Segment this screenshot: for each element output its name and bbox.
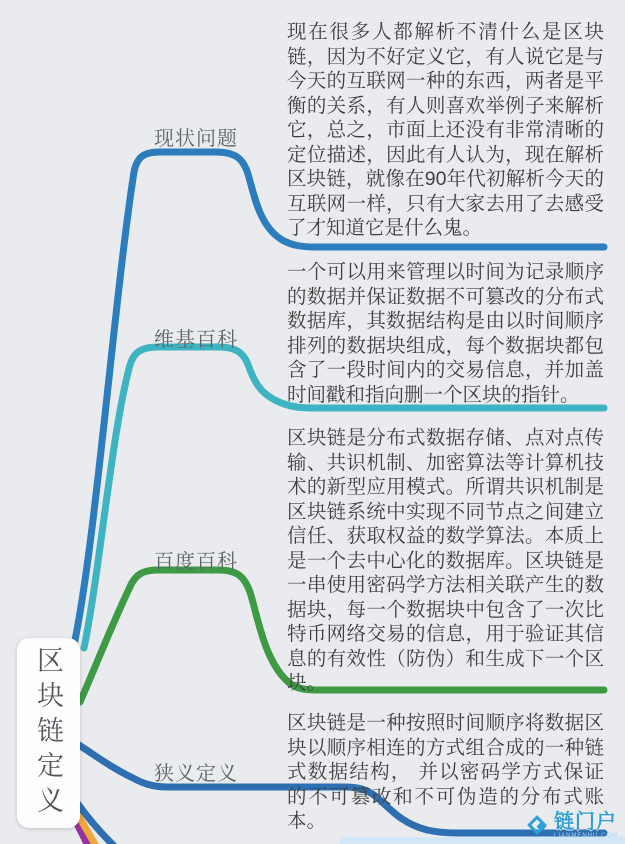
topic-text-status-quo[interactable]: 现在很多人都解析不清什么是区块链，因为不好定义它，有人说它是与今天的互联网一种的东西，两者是平衡的关系，有人则喜欢举例子来解析它，总之，市面上还没有非常清晰的定位描述，因此有人认为，现在解析区块链，就像在90年代初解析今天的互联网一样，只有大家去用了去感受了才知道它是什么鬼。	[287, 21, 604, 239]
watermark-domain: LIANMENHU.COM	[553, 833, 618, 839]
branch-label-narrow-definition[interactable]: 狭义定义	[154, 763, 238, 785]
topic-text-narrow-definition[interactable]: 区块链是一种按照时间顺序将数据区块以顺序相连的方式组合成的一种链式数据结构， 并以密码学方式保证的不可篡改和不可伪造的分布式账本。	[287, 712, 604, 832]
topic-text-wikipedia[interactable]: 一个可以用来管理以时间为记录顺序的数据并保证数据不可篡改的分布式数据库，其数据结构是由以时间顺序排列的数据块组成，每个数据块都包含了一段时间内的交易信息，并加盖时间戳和指向删一个区块的指针。	[287, 261, 604, 406]
branch-label-baidu-baike[interactable]: 百度百科	[154, 551, 238, 573]
branch-label-status-quo[interactable]: 现状问题	[154, 128, 238, 150]
root-node-label: 区块链定义	[33, 645, 63, 821]
diamond-logo-icon	[527, 815, 549, 837]
watermark	[527, 812, 618, 839]
watermark-brand-name: 链门户	[553, 811, 617, 833]
topic-text-baidu-baike[interactable]: 区块链是分布式数据存储、点对点传输、共识机制、加密算法等计算机技术的新型应用模式。所谓共识机制是区块链系统中实现不同节点之间建立信任、获取权益的数学算法。本质上是一个去中心化的数据库。区块链是一串使用密码学方法相关联产生的数据块，每一个数据块中包含了一次比特币网络交易的信息，用于验证其信息的有效性（防伪）和生成下一个区块。	[287, 427, 604, 694]
root-node-blockchain-definition[interactable]	[17, 638, 80, 828]
branch-label-wikipedia[interactable]: 维基百科	[154, 329, 238, 351]
